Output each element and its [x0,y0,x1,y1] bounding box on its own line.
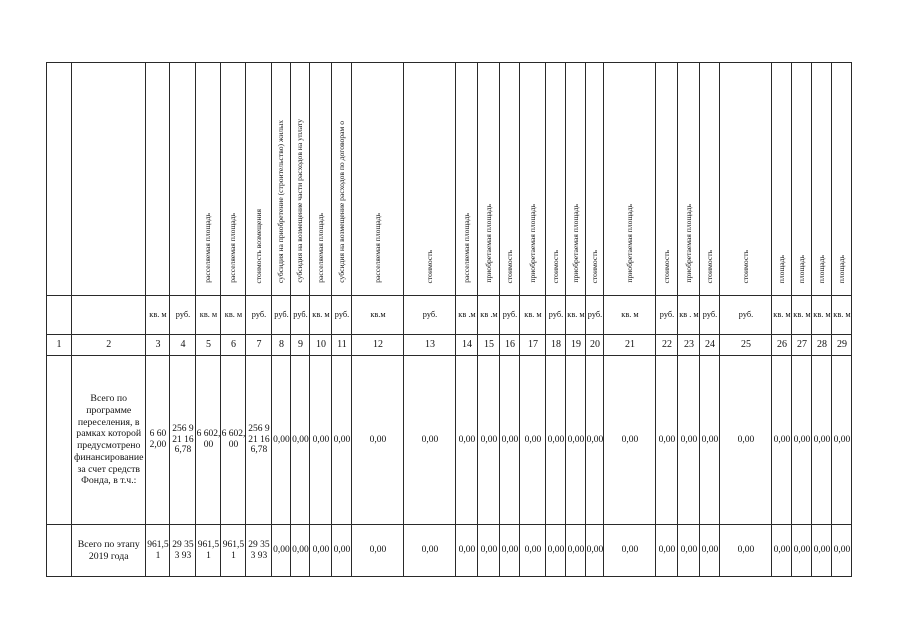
data-cell: 961,51 [196,525,221,577]
data-cell: 0,00 [678,356,700,525]
header-cell [246,63,272,296]
header-cell [478,63,500,296]
header-cell [566,63,586,296]
column-number-cell: 12 [352,335,404,356]
header-cell [47,63,72,296]
column-number-cell: 27 [792,335,812,356]
header-cell-text: приобретаемая площадь [683,204,693,284]
header-cell-text: площадь [836,254,846,284]
data-cell: 0,00 [546,356,566,525]
header-cell [720,63,772,296]
unit-cell: руб. [291,296,310,335]
data-cell: 0,00 [456,525,478,577]
unit-cell: руб. [272,296,291,335]
unit-cell: кв. м [812,296,832,335]
column-number-cell: 8 [272,335,291,356]
header-cell-text: стоимость [550,249,560,284]
header-cell-text: приобретаемая площадь [527,204,537,284]
data-cell: 0,00 [604,525,656,577]
data-cell: 0,00 [566,356,586,525]
data-cell: 0,00 [720,525,772,577]
header-cell-text: стоимость [504,249,514,284]
header-cell [310,63,332,296]
header-cell-text: площадь [796,254,806,284]
header-cell-text: стоимость [661,249,671,284]
data-cell: 0,00 [310,525,332,577]
unit-cell: руб. [720,296,772,335]
header-cell-text: стоимость [740,249,750,284]
unit-cell: руб. [500,296,520,335]
data-cell: 0,00 [772,356,792,525]
data-cell: 0,00 [604,356,656,525]
data-cell: 0,00 [700,356,720,525]
unit-cell: кв .м [456,296,478,335]
header-cell [812,63,832,296]
unit-cell [72,296,146,335]
data-cell: 0,00 [404,525,456,577]
data-cell: 0,00 [291,356,310,525]
header-cell-text: стоимость [424,249,434,284]
header-cell [500,63,520,296]
unit-cell: кв. м [221,296,246,335]
column-number-cell: 14 [456,335,478,356]
header-cell-text: расселяемая площадь [461,213,471,284]
column-number-cell: 22 [656,335,678,356]
header-row [47,63,852,296]
header-cell [291,63,310,296]
data-cell: 0,00 [478,525,500,577]
unit-cell: руб. [246,296,272,335]
unit-cell: руб. [332,296,352,335]
unit-cell: кв. м [196,296,221,335]
header-cell [404,63,456,296]
unit-cell: кв. м [792,296,812,335]
header-cell [546,63,566,296]
unit-cell [47,296,72,335]
unit-cell: кв. м [520,296,546,335]
header-cell-text: расселяемая площадь [372,213,382,284]
data-cell: 0,00 [812,525,832,577]
column-number-cell: 17 [520,335,546,356]
column-number-cell: 7 [246,335,272,356]
header-cell [72,63,146,296]
data-cell: 0,00 [700,525,720,577]
data-cell: 0,00 [456,356,478,525]
header-cell-text: субсидия на приобретение (строительство) жилых [276,119,286,284]
table-row [47,525,852,577]
header-cell [272,63,291,296]
row-label: Всего по программе переселения, в рамках которой предусмотрено финансирование за счет средств Фонда, в т.ч.: [72,356,146,525]
data-cell: 0,00 [520,525,546,577]
row-number-cell [47,356,72,525]
unit-cell: кв.м [352,296,404,335]
data-cell: 256 921 166,78 [170,356,196,525]
data-cell: 29 353 93 [170,525,196,577]
column-number-cell: 13 [404,335,456,356]
header-cell [700,63,720,296]
column-number-cell: 23 [678,335,700,356]
header-cell [832,63,852,296]
unit-cell: кв . м [678,296,700,335]
header-cell-text: расселяемая площадь [315,213,325,284]
unit-cell: кв. м [604,296,656,335]
column-number-cell: 11 [332,335,352,356]
data-cell: 0,00 [772,525,792,577]
column-number-cell: 28 [812,335,832,356]
header-cell [170,63,196,296]
header-cell-text: площадь [816,254,826,284]
data-cell: 0,00 [832,525,852,577]
header-cell-text: субсидия на возмещение части расходов на уплату [295,119,305,284]
header-cell [792,63,812,296]
data-cell: 0,00 [478,356,500,525]
column-number-cell: 1 [47,335,72,356]
column-number-cell: 5 [196,335,221,356]
data-cell: 0,00 [566,525,586,577]
data-cell: 0,00 [792,525,812,577]
column-number-cell: 3 [146,335,170,356]
column-number-cell: 29 [832,335,852,356]
data-cell: 0,00 [500,356,520,525]
header-cell [196,63,221,296]
unit-cell: кв. м [566,296,586,335]
data-cell: 29 353 93 [246,525,272,577]
unit-cell: руб. [586,296,604,335]
data-cell: 0,00 [678,525,700,577]
column-number-cell: 10 [310,335,332,356]
data-cell: 0,00 [656,356,678,525]
column-number-cell: 9 [291,335,310,356]
header-cell [146,63,170,296]
header-cell-text: площадь [776,254,786,284]
unit-cell: кв .м [478,296,500,335]
header-cell [352,63,404,296]
header-cell [604,63,656,296]
unit-cell: кв. м [146,296,170,335]
unit-cell: руб. [404,296,456,335]
column-number-cell: 16 [500,335,520,356]
column-number-cell: 4 [170,335,196,356]
header-cell-text: расселяемая площадь [203,213,213,284]
column-number-cell: 18 [546,335,566,356]
unit-cell: руб. [700,296,720,335]
header-cell-text: приобретаемая площадь [570,204,580,284]
column-number-cell: 21 [604,335,656,356]
data-cell: 6 602,00 [221,356,246,525]
header-cell [586,63,604,296]
data-cell: 0,00 [332,525,352,577]
table-row [47,356,852,525]
column-number-cell: 20 [586,335,604,356]
unit-cell: руб. [656,296,678,335]
data-cell: 0,00 [310,356,332,525]
column-number-cell: 2 [72,335,146,356]
header-cell-text: приобретаемая площадь [624,204,634,284]
data-cell: 961,51 [146,525,170,577]
data-cell: 961,51 [221,525,246,577]
header-cell-text: расселяемая площадь [228,213,238,284]
data-cell: 0,00 [352,525,404,577]
row-number-cell [47,525,72,577]
data-cell: 0,00 [656,525,678,577]
data-cell: 0,00 [404,356,456,525]
unit-cell: руб. [170,296,196,335]
column-number-cell: 24 [700,335,720,356]
header-cell [678,63,700,296]
data-cell: 6 602,00 [146,356,170,525]
column-number-row [47,335,852,356]
header-cell [772,63,792,296]
header-cell-text: субсидия на возмещение расходов по договорам о [336,121,346,284]
data-cell: 0,00 [291,525,310,577]
row-label: Всего по этапу 2019 года [72,525,146,577]
data-cell: 0,00 [792,356,812,525]
data-cell: 0,00 [720,356,772,525]
header-cell-text: стоимость [589,249,599,284]
data-cell: 0,00 [500,525,520,577]
data-cell: 0,00 [332,356,352,525]
data-cell: 256 921 166,78 [246,356,272,525]
unit-cell: кв. м [772,296,792,335]
data-cell: 0,00 [586,525,604,577]
column-number-cell: 26 [772,335,792,356]
data-cell: 0,00 [812,356,832,525]
data-cell: 0,00 [272,356,291,525]
column-number-cell: 15 [478,335,500,356]
header-cell-text: стоимость [704,249,714,284]
header-cell-text: приобретаемая площадь [483,204,493,284]
data-cell: 6 602,00 [196,356,221,525]
data-cell: 0,00 [546,525,566,577]
unit-cell: кв. м [832,296,852,335]
data-cell: 0,00 [272,525,291,577]
header-cell-text: стоимость возмещения [253,208,263,284]
units-row [47,296,852,335]
unit-cell: кв. м [310,296,332,335]
data-cell: 0,00 [352,356,404,525]
column-number-cell: 6 [221,335,246,356]
data-cell: 0,00 [832,356,852,525]
header-cell [332,63,352,296]
unit-cell: руб. [546,296,566,335]
header-cell [456,63,478,296]
header-cell [221,63,246,296]
resettlement-table [46,62,852,577]
column-number-cell: 19 [566,335,586,356]
data-cell: 0,00 [520,356,546,525]
header-cell [656,63,678,296]
data-cell: 0,00 [586,356,604,525]
header-cell [520,63,546,296]
column-number-cell: 25 [720,335,772,356]
